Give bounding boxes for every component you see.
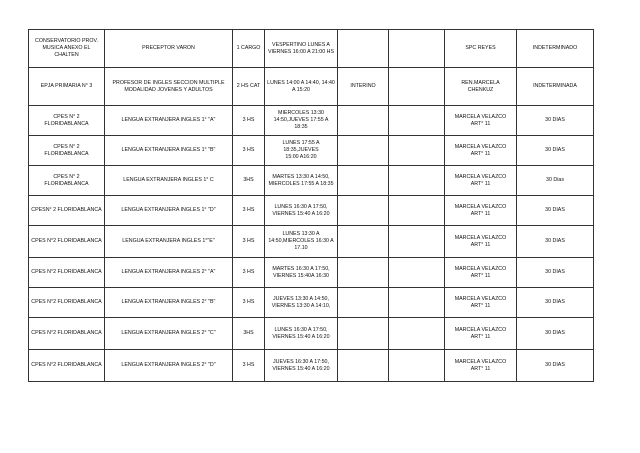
cell-position: LENGUA EXTRANJERA INGLES 2° "B" (105, 288, 233, 318)
cell-status (338, 196, 389, 226)
cell-schedule: MARTES 13:30 A 14:50, MIERCOLES 17:55 A 18:35 (265, 166, 338, 196)
cell-reason: MARCELA VELAZCO ART° 11 (445, 226, 517, 258)
cell-position: LENGUA EXTRANJERA INGLES 2° "C" (105, 318, 233, 350)
cell-hours: 3 HS (233, 226, 265, 258)
cell-reason: MARCELA VELAZCO ART° 11 (445, 136, 517, 166)
cell-blank (389, 196, 445, 226)
cell-duration: 30 Dias (517, 166, 594, 196)
cell-institution: CPES N° 2 FLORIDABLANCA (29, 136, 105, 166)
cell-reason: REN.MARCELA CHENKUZ (445, 68, 517, 106)
cell-hours: 3 HS (233, 288, 265, 318)
cell-reason: MARCELA VELAZCO ART° 11 (445, 106, 517, 136)
cell-blank (389, 318, 445, 350)
cell-duration: 30 DIAS (517, 258, 594, 288)
cell-status (338, 106, 389, 136)
table-row (29, 318, 594, 350)
cell-hours: 3 HS (233, 196, 265, 226)
cell-reason: MARCELA VELAZCO ART° 11 (445, 166, 517, 196)
cell-duration: INDETERMINADA (517, 68, 594, 106)
cell-hours: 3 HS (233, 258, 265, 288)
cell-hours: 3 HS (233, 136, 265, 166)
cell-status (338, 318, 389, 350)
cell-position: PROFESOR DE INGLES SECCION MULTIPLE MODALIDAD JOVENES Y ADULTOS (105, 68, 233, 106)
cell-institution: CPESN° 2 FLORIDABLANCA (29, 196, 105, 226)
cell-reason: MARCELA VELAZCO ART° 11 (445, 318, 517, 350)
table-row (29, 106, 594, 136)
cell-blank (389, 350, 445, 382)
cell-institution: CPES N° 2 FLORIDABLANCA (29, 106, 105, 136)
cell-reason: MARCELA VELAZCO ART° 11 (445, 288, 517, 318)
table-row (29, 258, 594, 288)
cell-schedule: MARTES 16:30 A 17:50, VIERNES 15:40A 16:30 (265, 258, 338, 288)
cell-institution: CPES N°2 FLORIDABLANCA (29, 226, 105, 258)
cell-reason: MARCELA VELAZCO ART° 11 (445, 258, 517, 288)
cell-institution: CPES N°2 FLORIDABLANCA (29, 350, 105, 382)
table-body (29, 30, 594, 382)
cell-status (338, 30, 389, 68)
table-row (29, 166, 594, 196)
cell-duration: 30 DIAS (517, 106, 594, 136)
cell-position: LENGUA EXTRANJERA INGLES 1° "A" (105, 106, 233, 136)
cell-schedule: LUNES 14:00 A 14:40, 14:40 A 15:20 (265, 68, 338, 106)
table-row (29, 288, 594, 318)
cell-schedule: JUEVES 16:30 A 17:50, VIERNES 15:40 A 16:20 (265, 350, 338, 382)
cell-schedule: JUEVES 13:30 A 14:50, VIERNES 13:30 A 14:10, (265, 288, 338, 318)
table-row (29, 136, 594, 166)
cell-hours: 3HS (233, 166, 265, 196)
cell-position: LENGUA EXTRANJERA INGLES 2° "D" (105, 350, 233, 382)
table-row (29, 30, 594, 68)
cell-status (338, 288, 389, 318)
cell-position: LENGUA EXTRANJERA INGLES 2° "A" (105, 258, 233, 288)
cell-hours: 3HS (233, 318, 265, 350)
cell-institution: CPES N° 2 FLORIDABLANCA (29, 166, 105, 196)
cell-status: INTERINO (338, 68, 389, 106)
cell-position: PRECEPTOR VARON (105, 30, 233, 68)
cell-hours: 3 HS (233, 106, 265, 136)
cell-hours: 1 CARGO (233, 30, 265, 68)
table-row (29, 350, 594, 382)
cell-blank (389, 166, 445, 196)
cell-status (338, 258, 389, 288)
table-row (29, 196, 594, 226)
cell-blank (389, 226, 445, 258)
cell-schedule: LUNES 13:30 A 14:50,MIERCOLES 16:30 A 17.10 (265, 226, 338, 258)
cell-blank (389, 30, 445, 68)
cell-schedule: LUNES 17:55 A 18:35,JUEVES 15:00 A16:20 (265, 136, 338, 166)
cell-reason: MARCELA VELAZCO ART° 11 (445, 196, 517, 226)
cell-position: LENGUA EXTRANJERA INGLES 1° C (105, 166, 233, 196)
cell-institution: CPES N°2 FLORIDABLANCA (29, 318, 105, 350)
cell-position: LENGUA EXTRANJERA INGLES 1°"E" (105, 226, 233, 258)
cell-reason: SPC REYES (445, 30, 517, 68)
cell-reason: MARCELA VELAZCO ART° 11 (445, 350, 517, 382)
cell-institution: EPJA PRIMARIA N° 3 (29, 68, 105, 106)
cell-status (338, 226, 389, 258)
cell-duration: INDETERMINADO (517, 30, 594, 68)
cell-blank (389, 68, 445, 106)
cell-duration: 30 DIAS (517, 318, 594, 350)
schedule-table (28, 29, 594, 382)
cell-hours: 2 HS CAT (233, 68, 265, 106)
cell-institution: CPES N°2 FLORIDABLANCA (29, 288, 105, 318)
cell-blank (389, 106, 445, 136)
cell-blank (389, 288, 445, 318)
cell-blank (389, 136, 445, 166)
cell-institution: CONSERVATORIO PROV. MUSICA ANEXO EL CHALTEN (29, 30, 105, 68)
cell-status (338, 136, 389, 166)
cell-duration: 30 DIAS (517, 196, 594, 226)
cell-institution: CPES N°2 FLORIDABLANCA (29, 258, 105, 288)
cell-schedule: LUNES 16:30 A 17:50, VIERNES 15:40 A 16:20 (265, 196, 338, 226)
cell-duration: 30 DIAS (517, 226, 594, 258)
cell-hours: 3 HS (233, 350, 265, 382)
cell-position: LENGUA EXTRANJERA INGLES 1° "D" (105, 196, 233, 226)
cell-schedule: VESPERTINO LUNES A VIERNES 16:00 A 21:00 HS (265, 30, 338, 68)
cell-position: LENGUA EXTRANJERA INGLES 1° "B" (105, 136, 233, 166)
cell-blank (389, 258, 445, 288)
cell-status (338, 350, 389, 382)
cell-status (338, 166, 389, 196)
cell-schedule: MIERCOLES 13:30 14:50,JUEVES 17:55 A 18:35 (265, 106, 338, 136)
table-row (29, 226, 594, 258)
cell-duration: 30 DIAS (517, 288, 594, 318)
cell-schedule: LUNES 16:30 A 17:50, VIERNES 15:40 A 16:20 (265, 318, 338, 350)
cell-duration: 30 DIAS (517, 136, 594, 166)
table-row (29, 68, 594, 106)
cell-duration: 30 DIAS (517, 350, 594, 382)
